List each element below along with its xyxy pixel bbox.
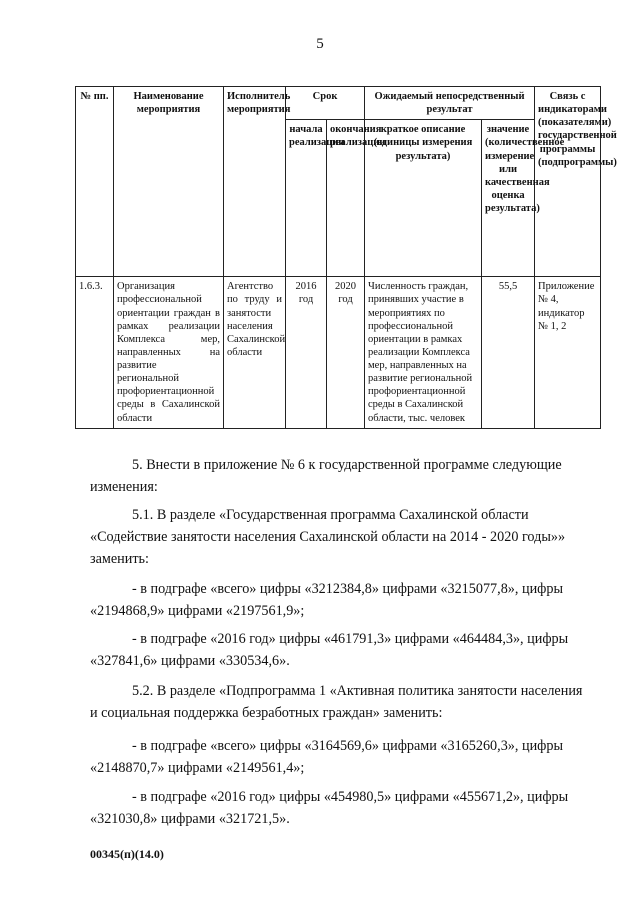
header-result: Ожидаемый непосредственный результат <box>365 87 535 120</box>
paragraph-5-1-2016: - в подграфе «2016 год» цифры «461791,3» цифрами «464484,3», цифры «327841,6» цифрами «330534,6». <box>90 631 569 669</box>
header-name: Наименование мероприятия <box>114 87 224 277</box>
paragraph-5-2-total: - в подграфе «всего» цифры «3164569,6» цифрами «3165260,3», цифры «2148870,7» цифрами «2149561,4»; <box>90 738 563 776</box>
row-value: 55,5 <box>482 277 535 428</box>
header-term-end: окончания реализации <box>327 120 365 277</box>
paragraph-5: 5. Внести в приложение № 6 к государственной программе следующие изменения: <box>90 457 562 495</box>
paragraph-5-1-total: - в подграфе «всего» цифры «3212384,8» цифрами «3215077,8», цифры «2194868,9» цифрами «2197561,9»; <box>90 581 563 619</box>
page-number: 5 <box>316 36 324 52</box>
header-num: № пп. <box>76 87 114 277</box>
row-start: 2016 год <box>286 277 327 428</box>
document-code: 00345(п)(14.0) <box>90 847 164 861</box>
row-num: 1.6.3. <box>76 277 114 428</box>
paragraph-5-2: 5.2. В разделе «Подпрограмма 1 «Активная политика занятости населения и социальная поддержка безработных граждан» заменить: <box>90 683 583 721</box>
header-link: Связь с индикаторами (показателями) государственной программы (подпрограммы) <box>535 87 601 277</box>
header-term: Срок <box>286 87 365 120</box>
row-desc: Численность граждан, принявших участие в мероприятиях по профессиональной ориентации в рамках реализации Комплекса мер, направленных на развитие региональной профориентационной среды в Сахалинской области, тыс. человек <box>365 277 482 428</box>
row-end: 2020 год <box>327 277 365 428</box>
header-result-desc: краткое описание (единицы измерения результата) <box>365 120 482 277</box>
paragraph-5-2-2016: - в подграфе «2016 год» цифры «454980,5» цифрами «455671,2», цифры «321030,8» цифрами «321721,5». <box>90 789 569 827</box>
table-row <box>76 277 601 428</box>
row-executor: Агентство по труду и занятости населения Сахалинской области <box>224 277 286 428</box>
paragraph-5-1: 5.1. В разделе «Государственная программа Сахалинской области «Содействие занятости населения Сахалинской области на 2014 - 2020 годы»» заменить: <box>90 507 566 567</box>
activity-table <box>75 86 617 429</box>
row-name: Организация профессиональной ориентации граждан в рамках реализации Комплекса мер, направленных на развитие региональной профориентационной среды в Сахалинской области <box>114 277 224 428</box>
row-link: Приложение № 4, индикатор № 1, 2 <box>535 277 601 428</box>
header-term-start: начала реализации <box>286 120 327 277</box>
header-executor: Исполнитель мероприятия <box>224 87 286 277</box>
header-result-value: значение (количественное измерение или качественная оценка результата) <box>482 120 535 277</box>
